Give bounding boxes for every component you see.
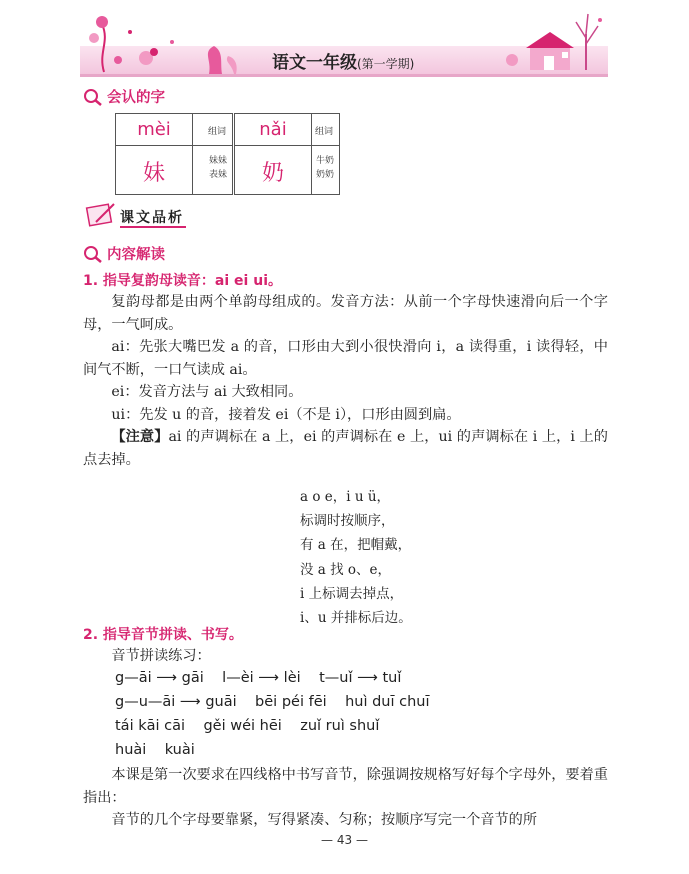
ci-label: 组词 [207,127,226,137]
banner-underline [120,226,186,228]
flower-decoration-left [84,12,244,74]
rhyme-line: i 上标调去掉点， [300,585,404,602]
rhyme-line: 没 a 找 o、e， [300,561,392,578]
item2-body [83,764,608,832]
paragraph: ei：发音方法与 ai 大致相同。 [111,384,303,400]
word-list: 牛奶 奶奶 [315,156,334,180]
char-card-mei [115,113,233,195]
syllable-row: huài kuài [115,742,195,758]
section-recognize-chars [83,86,165,107]
rhyme-line: i、u 并排标后边。 [300,610,412,627]
note-paragraph: 【注意】ai 的声调标在 a 上，ei 的声调标在 e 上，ui 的声调标在 i 上，i 上的点去掉。 [83,429,608,468]
page-number: — 43 — [321,833,368,847]
item1-body [83,291,608,471]
hanzi: 妹 [142,161,165,186]
hanzi: 奶 [261,161,284,186]
rhyme-line: a o e，i u ü， [300,489,391,505]
pinyin: nǎi [259,119,287,140]
book-title: 语文一年级(第一学期) [272,53,415,73]
syllable-row: g—āi ⟶ gāi l—èi ⟶ lèi t—uǐ ⟶ tuǐ [115,670,402,686]
paragraph: 音节的几个字母要靠紧，写得紧凑、匀称；按顺序写完一个音节的所 [111,812,538,828]
word-list: 妹妹 表妹 [208,156,227,180]
page-header [80,8,608,74]
tone-mark-rhyme [300,485,412,630]
notebook-pen-icon [84,200,118,230]
char-card-nai [234,113,340,195]
section-title: 内容解读 [107,247,165,263]
item1-heading: 1. 指导复韵母读音：ai ei ui。 [83,273,282,289]
item2-heading: 2. 指导音节拼读、书写。 [83,627,243,643]
magnifier-icon [83,245,103,263]
paragraph: 复韵母都是由两个单韵母组成的。发音方法：从前一个字母快速滑向后一个字母，一气呵成。 [83,294,608,333]
syllable-row: tái kāi cāi gěi wéi hēi zuǐ ruì shuǐ [115,718,380,734]
rhyme-line: 有 a 在，把帽戴， [300,537,412,554]
paragraph: 本课是第一次要求在四线格中书写音节，除强调按规格写好每个字母外，要着重指出： [83,767,608,806]
house-decoration-right [500,8,608,74]
magnifier-icon [83,88,103,106]
pinyin: mèi [137,119,171,140]
ci-label: 组词 [314,127,333,137]
section-content-reading [83,243,165,264]
lesson-analysis-banner: 课文品析 [120,210,184,226]
paragraph: ai：先张大嘴巴发 a 的音，口形由大到小很快滑向 i，a 读得重，i 读得轻，中间气不断，一口气读成 ai。 [83,339,608,378]
syllable-row: g—u—āi ⟶ guāi bēi péi fēi huì duī chuī [115,694,430,710]
rhyme-line: 标调时按顺序， [300,513,395,530]
section-title: 会认的字 [107,90,165,106]
paragraph: ui：先发 u 的音，接着发 ei（不是 i），口形由圆到扁。 [111,406,461,423]
practice-label: 音节拼读练习： [111,648,211,664]
